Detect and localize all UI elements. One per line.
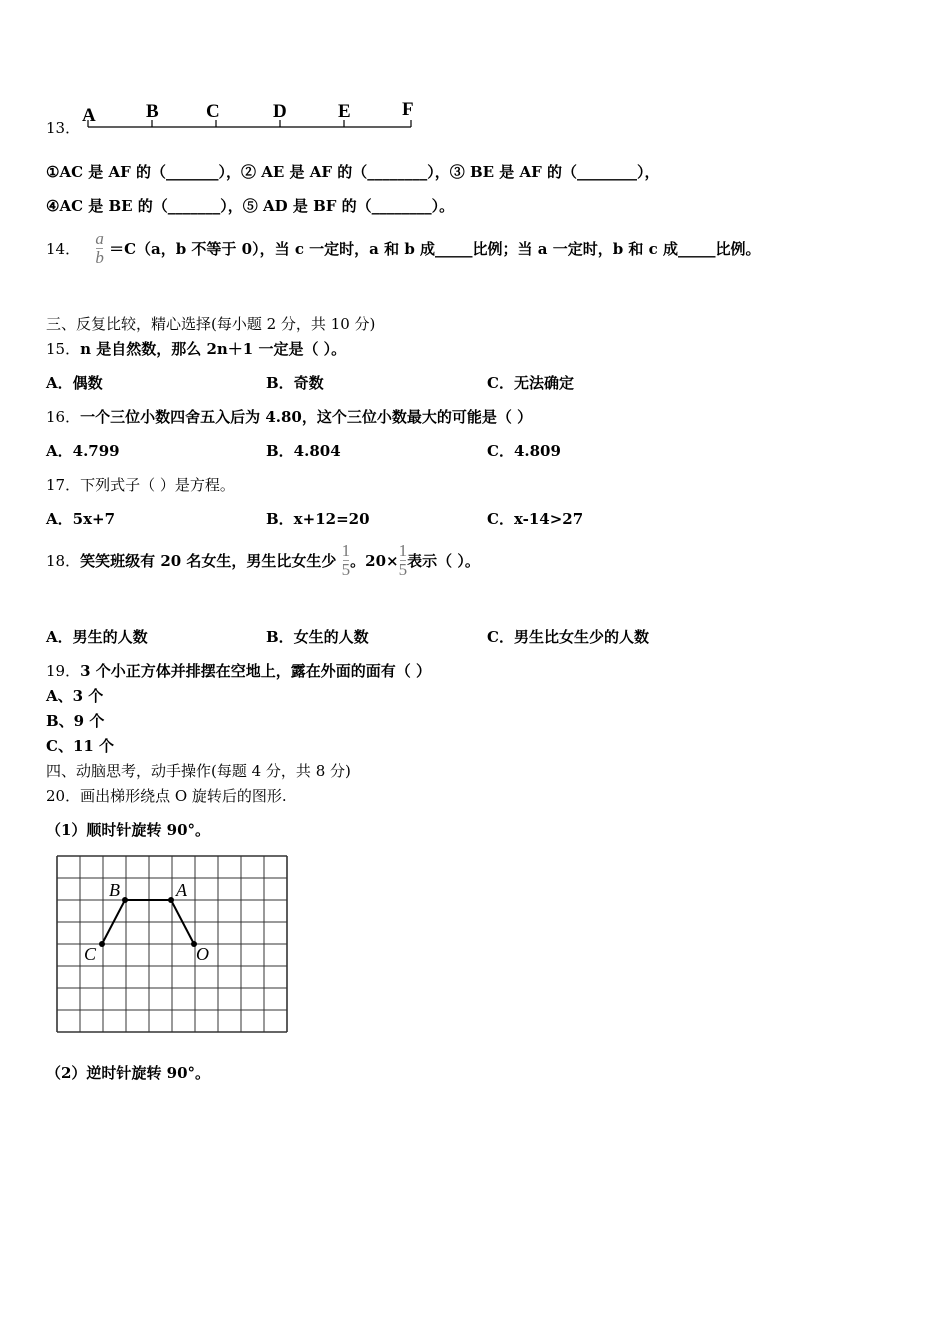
q19-option-c: C、11 个	[46, 737, 115, 755]
q20-label-o: O	[196, 944, 209, 964]
q18-number: 18．	[46, 552, 81, 570]
section4-title: 四、动脑思考，动手操作(每题 4 分，共 8 分)	[46, 762, 351, 780]
q20-label-b: B	[109, 880, 120, 900]
q16-option-c: C．4.809	[487, 442, 561, 460]
q19-text: 3 个小正方体并排摆在空地上，露在外面的面有（ ）	[80, 662, 431, 680]
q17-option-b: B．x+12=20	[266, 510, 370, 528]
q15-option-c: C．无法确定	[487, 374, 574, 392]
q18-text-c: 表示（ ）。	[407, 552, 480, 570]
q20-part1: （1）顺时针旋转 90°。	[46, 821, 211, 839]
q20-number: 20．	[46, 787, 81, 805]
q20-point-b-dot	[122, 897, 128, 903]
q19-option-b: B、9 个	[46, 712, 105, 730]
q14-number: 14．	[46, 240, 81, 258]
q18-fraction-1	[342, 542, 351, 579]
q16-text: 一个三位小数四舍五入后为 4.80，这个三位小数最大的可能是（ ）	[80, 408, 533, 426]
q15-number: 15．	[46, 340, 81, 358]
q16	[46, 406, 532, 427]
q20-text: 画出梯形绕点 O 旋转后的图形.	[80, 787, 287, 805]
q13-point-c: C	[206, 101, 220, 122]
section3-title: 三、反复比较，精心选择(每小题 2 分，共 10 分)	[46, 315, 376, 333]
q18-option-b: B．女生的人数	[266, 628, 369, 646]
q18	[46, 542, 480, 579]
q19-number: 19．	[46, 662, 81, 680]
q18-option-a: A．男生的人数	[46, 628, 148, 646]
q15-option-a: A．偶数	[46, 374, 103, 392]
q18-fraction-1-numerator: 1	[341, 541, 351, 560]
q17-text: 下列式子（ ）是方程。	[80, 476, 235, 494]
q18-fraction-2-numerator: 1	[398, 541, 408, 560]
q18-fraction-2	[399, 542, 408, 579]
q18-text-b: 。20×	[350, 552, 399, 570]
q13-segment-diagram	[78, 96, 423, 132]
q13-point-b: B	[146, 101, 159, 122]
q13-line2: ④AC 是 BE 的（_______），⑤ AD 是 BF 的（________）。	[46, 197, 455, 215]
q14-fraction	[95, 230, 104, 267]
q14	[46, 230, 761, 267]
q18-option-c: C．男生比女生少的人数	[487, 628, 649, 646]
q15-text: n 是自然数，那么 2n＋1 一定是（ ）。	[80, 340, 347, 358]
q18-fraction-2-denominator: 5	[398, 560, 408, 579]
q20-point-a-dot	[168, 897, 174, 903]
q17-number: 17．	[46, 476, 81, 494]
q13-point-a: A	[82, 105, 96, 126]
q18-text-a: 笑笑班级有 20 名女生，男生比女生少	[80, 552, 337, 570]
q14-fraction-denominator: b	[95, 248, 104, 267]
q17-option-a: A．5x+7	[46, 510, 116, 528]
q15-option-b: B．奇数	[266, 374, 324, 392]
q20-part2: （2）逆时针旋转 90°。	[46, 1064, 211, 1082]
q20-label-c: C	[84, 944, 97, 964]
q16-number: 16．	[46, 408, 81, 426]
q13-number: 13．	[46, 119, 81, 137]
q13-line1: ①AC 是 AF 的（_______），② AE 是 AF 的（________），③ BE 是 AF 的（________），	[46, 163, 660, 181]
q20-point-c-dot	[99, 941, 105, 947]
q20-label-a: A	[176, 880, 187, 900]
q13-point-e: E	[338, 101, 351, 122]
q13-point-f: F	[402, 99, 414, 120]
q17	[46, 474, 235, 495]
q18-fraction-1-denominator: 5	[341, 560, 351, 579]
q16-option-b: B．4.804	[266, 442, 341, 460]
q13-ticks	[88, 120, 411, 127]
q20	[46, 785, 287, 806]
q16-option-a: A．4.799	[46, 442, 120, 460]
q13-point-d: D	[273, 101, 287, 122]
q14-fraction-numerator: a	[95, 229, 104, 248]
q19	[46, 660, 431, 681]
q14-text: ＝C（a，b 不等于 0），当 c 一定时，a 和 b 成_____比例；当 a 一定时，b 和 c 成_____比例。	[109, 240, 761, 258]
q19-option-a: A、3 个	[46, 687, 104, 705]
q13-number-line	[46, 117, 80, 138]
q20-grid-figure	[50, 850, 295, 1035]
q15	[46, 338, 346, 359]
q17-option-c: C．x-14>27	[487, 510, 584, 528]
